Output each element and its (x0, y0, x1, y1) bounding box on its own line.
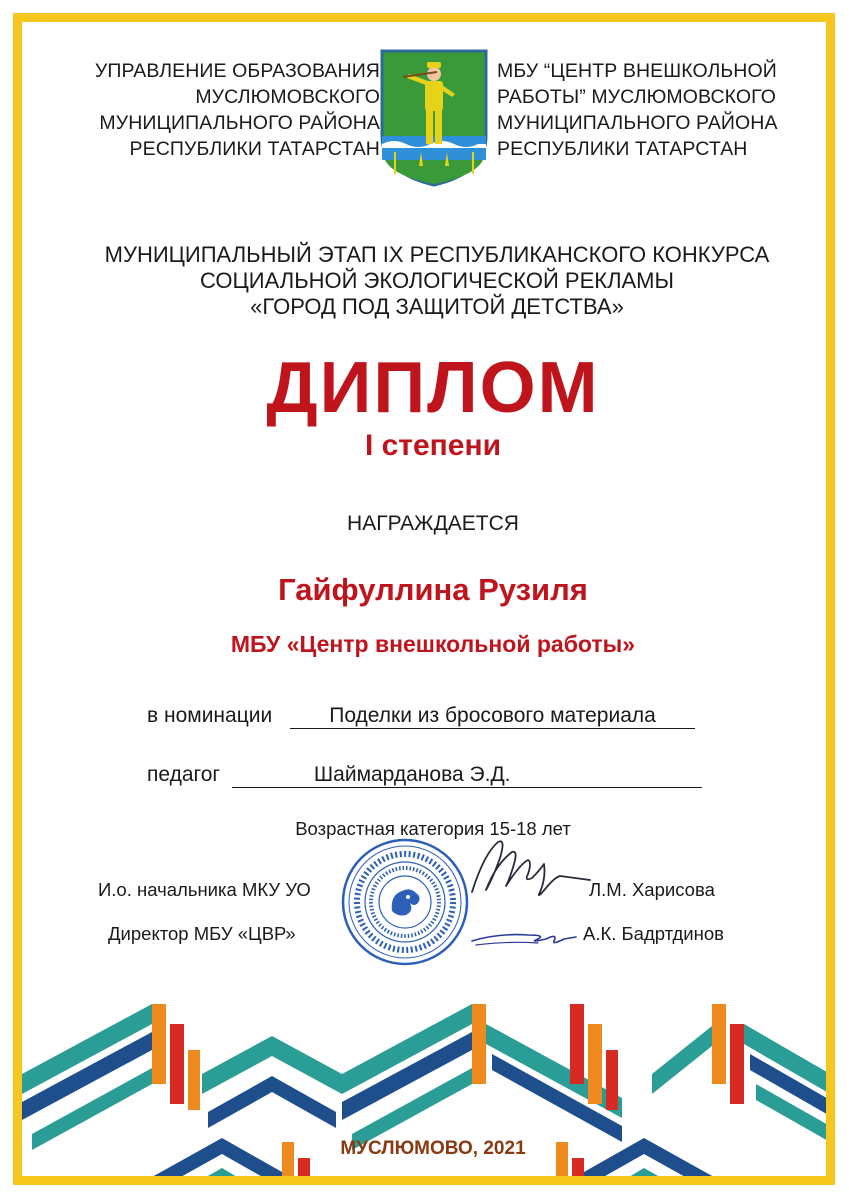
header-right-line: МУНИЦИПАЛЬНОГО РАЙОНА (497, 112, 778, 134)
contest-line: «ГОРОД ПОД ЗАЩИТОЙ ДЕТСТВА» (250, 294, 624, 319)
nomination-value: Поделки из бросового материала (290, 704, 695, 729)
header-left-line: МУНИЦИПАЛЬНОГО РАЙОНА (99, 112, 380, 134)
coat-of-arms-icon (379, 48, 489, 188)
header-left-line: РЕСПУБЛИКИ ТАТАРСТАН (129, 138, 380, 160)
second-signatory-name: А.К. Бадртдинов (583, 923, 724, 944)
official-seal-icon (340, 837, 470, 967)
header-left-line: МУСЛЮМОВСКОГО (195, 86, 380, 108)
first-signature-icon (462, 834, 602, 904)
age-category: Возрастная категория 15-18 лет (295, 818, 571, 839)
teacher-label: педагог (147, 763, 221, 786)
diploma-degree: I степени (364, 429, 502, 462)
teacher-value: Шаймарданова Э.Д. (232, 763, 702, 788)
header-right-organization (497, 58, 817, 162)
header-left-line: УПРАВЛЕНИЕ ОБРАЗОВАНИЯ (94, 60, 380, 82)
contest-title (52, 242, 822, 320)
nomination-row (147, 703, 695, 729)
header-right-line: МБУ “ЦЕНТР ВНЕШКОЛЬНОЙ (497, 60, 777, 82)
header-right-line: РАБОТЫ” МУСЛЮМОВСКОГО (497, 86, 776, 108)
diploma-frame (13, 13, 835, 1185)
city-year: МУСЛЮМОВО, 2021 (340, 1138, 526, 1159)
header-left-organization (80, 58, 380, 162)
winner-name: Гайфуллина Рузиля (278, 572, 588, 607)
contest-line: СОЦИАЛЬНОЙ ЭКОЛОГИЧЕСКОЙ РЕКЛАМЫ (200, 268, 674, 293)
second-signatory-position: Директор МБУ «ЦВР» (108, 923, 296, 944)
contest-line: МУНИЦИПАЛЬНЫЙ ЭТАП IX РЕСПУБЛИКАНСКОГО КОНКУРСА (104, 242, 770, 267)
teacher-row (147, 762, 702, 788)
first-signatory-position: И.о. начальника МКУ УО (98, 879, 311, 900)
winner-organization: МБУ «Центр внешкольной работы» (230, 631, 636, 657)
second-signature-icon (468, 919, 578, 951)
header-right-line: РЕСПУБЛИКИ ТАТАРСТАН (497, 138, 748, 160)
first-signatory-name: Л.М. Харисова (589, 879, 715, 900)
nomination-label: в номинации (147, 704, 273, 727)
awarded-label: НАГРАЖДАЕТСЯ (347, 512, 519, 535)
diploma-title: ДИПЛОМ (266, 348, 600, 428)
